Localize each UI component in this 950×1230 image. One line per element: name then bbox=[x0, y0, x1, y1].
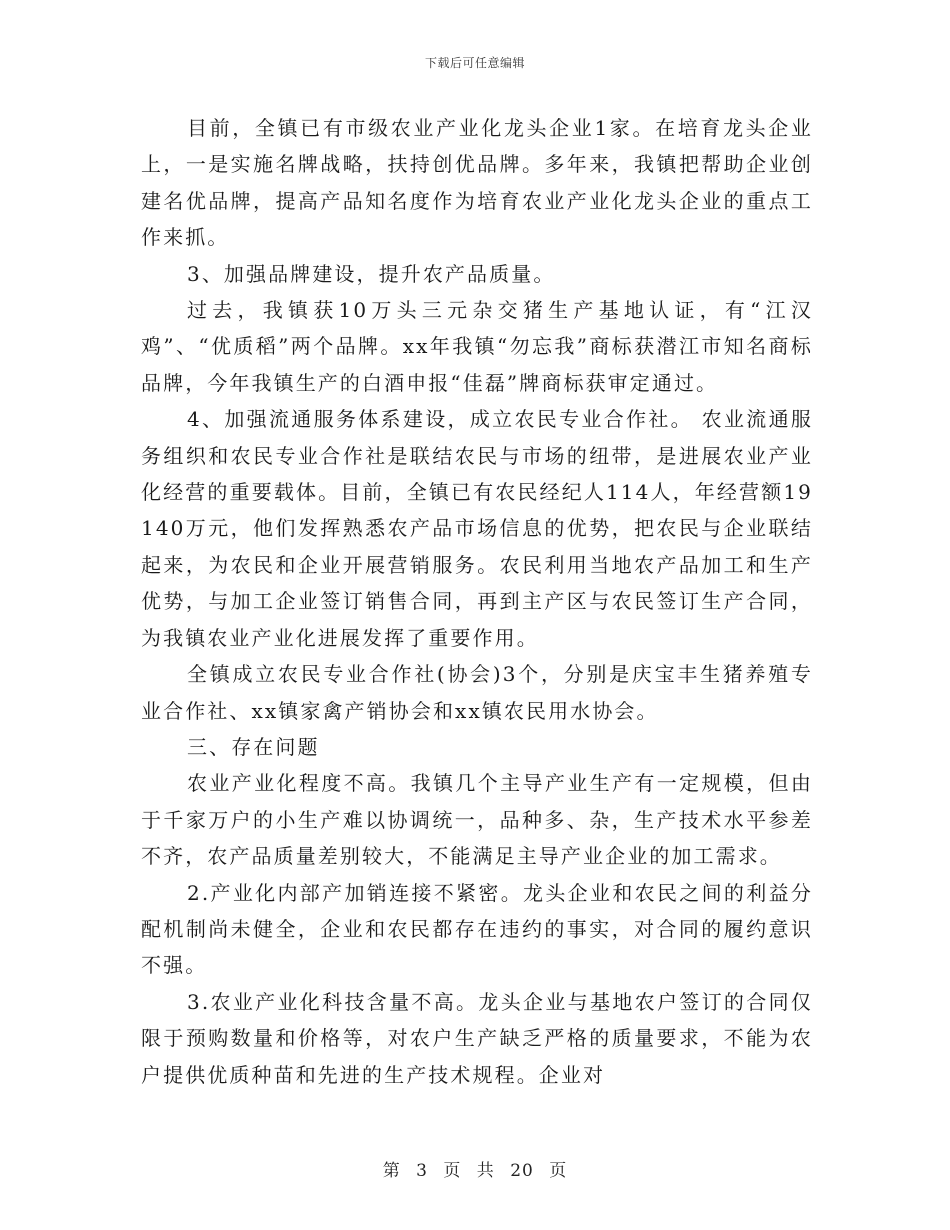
footer-page-word: 页 bbox=[443, 1161, 462, 1181]
paragraph-leading-enterprise: 目前，全镇已有市级农业产业化龙头企业1家。在培育龙头企业上，一是实施名牌战略，扶持创优品牌。多年来，我镇把帮助企业创建名优品牌，提高产品知名度作为培育农业产业化龙头企业的重点工作来抓。 bbox=[141, 116, 813, 250]
paragraph-problem-2: 2.产业化内部产加销连接不紧密。龙头企业和农民之间的利益分配机制尚未健全，企业和农民都存在违约的事实，对合同的履约意识不强。 bbox=[141, 880, 813, 978]
footer-suffix: 页 bbox=[549, 1161, 568, 1181]
footer-current-page: 3 bbox=[416, 1161, 428, 1181]
footer-total-pages: 20 bbox=[510, 1161, 534, 1181]
paragraph-problem-1: 农业产业化程度不高。我镇几个主导产业生产有一定规模，但由于千家万户的小生产难以协调统一，品种多、杂，生产技术水平参差不齐，农产品质量差别较大，不能满足主导产业企业的加工需求。 bbox=[141, 771, 813, 869]
footer-prefix: 第 bbox=[382, 1161, 401, 1181]
page-footer bbox=[0, 1156, 950, 1181]
paragraph-brand-history: 过去，我镇获10万头三元杂交猪生产基地认证，有“江汉鸡”、“优质稻”两个品牌。xx年我镇“勿忘我”商标获潜江市知名商标品牌，今年我镇生产的白酒申报“佳磊”牌商标获审定通过。 bbox=[141, 298, 813, 395]
header-note: 下载后可任意编辑 bbox=[424, 56, 525, 70]
document-body bbox=[141, 110, 813, 1093]
footer-total-word: 共 bbox=[476, 1161, 495, 1181]
paragraph-circulation-service: 4、加强流通服务体系建设，成立农民专业合作社。 农业流通服务组织和农民专业合作社是联结农民与市场的纽带，是进展农业产业化经营的重要载体。目前，全镇已有农民经纪人114人，年经营额19140万元，他们发挥熟悉农产品市场信息的优势，把农民与企业联结起来，为农民和企业开展营销服务。农民利用当地农产品加工和生产优势，与加工企业签订销售合同，再到主产区与农民签订生产合同，为我镇农业产业化进展发挥了重要作用。 bbox=[141, 407, 813, 650]
paragraph-cooperatives: 全镇成立农民专业合作社(协会)3个，分别是庆宝丰生猪养殖专业合作社、xx镇家禽产销协会和xx镇农民用水协会。 bbox=[141, 662, 813, 723]
section-heading-problems: 三、存在问题 bbox=[187, 734, 320, 759]
paragraph-problem-3: 3.农业产业化科技含量不高。龙头企业与基地农户签订的合同仅限于预购数量和价格等，对农户生产缺乏严格的质量要求，不能为农户提供优质种苗和先进的生产技术规程。企业对 bbox=[141, 989, 813, 1087]
paragraph-brand-building-heading: 3、加强品牌建设，提升农产品质量。 bbox=[187, 261, 556, 286]
